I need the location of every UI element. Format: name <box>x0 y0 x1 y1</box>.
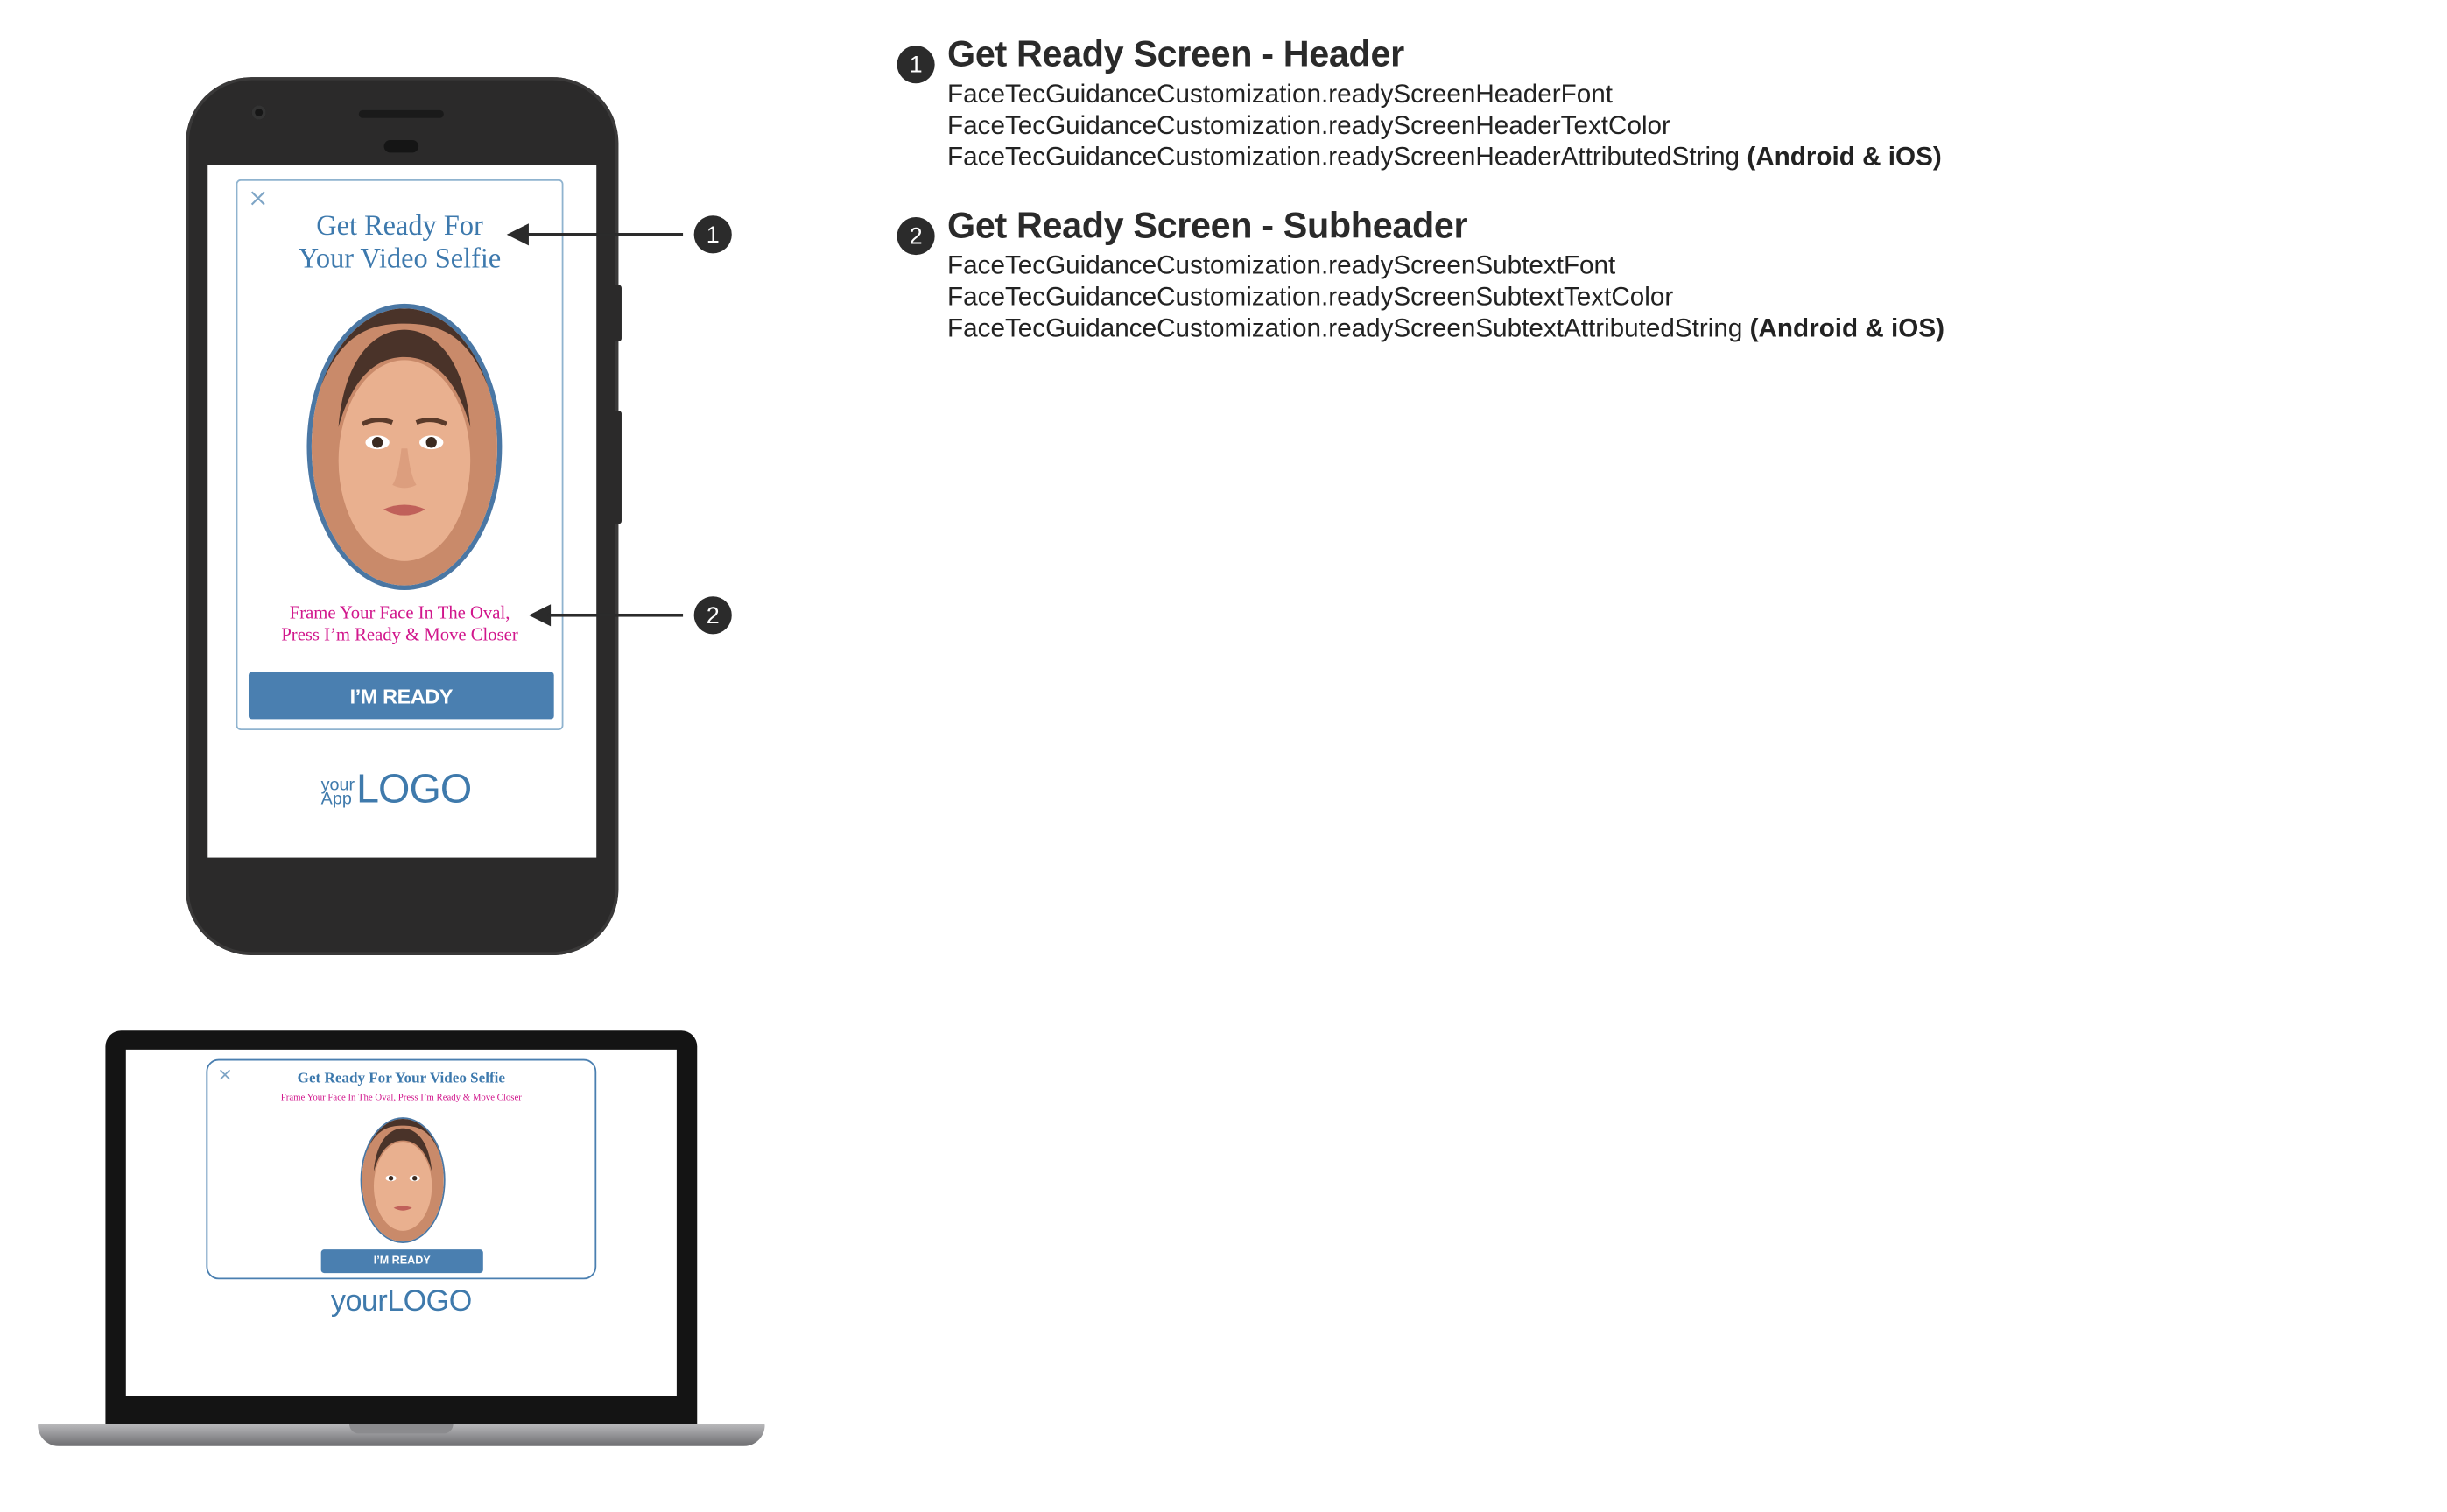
laptop-face-oval <box>361 1117 446 1243</box>
laptop-notch <box>349 1424 454 1434</box>
section-1-prop: FaceTecGuidanceCustomization.readyScreenHeaderTextColor <box>947 111 1670 140</box>
logo-word-your: your <box>320 776 355 795</box>
section-2-prop: FaceTecGuidanceCustomization.readyScreenSubtextFont <box>947 251 1616 280</box>
phone-volume-button <box>615 411 622 524</box>
close-x-icon[interactable] <box>249 189 268 208</box>
header-line-2: Your Video Selfie <box>298 242 502 274</box>
laptop-mockup <box>105 1030 697 1427</box>
section-1-prop: FaceTecGuidanceCustomization.readyScreenHeaderAttributedString <box>947 143 1740 172</box>
logo-small-text <box>320 776 355 809</box>
section-2-title: Get Ready Screen - Subheader <box>947 204 1468 246</box>
subtext-line-1: Frame Your Face In The Oval, <box>289 604 510 623</box>
phone-power-button <box>615 285 622 341</box>
section-1-props <box>947 79 1942 173</box>
laptop-ready-screen-header: Get Ready For Your Video Selfie <box>297 1072 505 1088</box>
platform-note: (Android & iOS) <box>1749 314 1945 343</box>
laptop-ready-screen-card <box>206 1059 596 1280</box>
section-2-prop-with-note <box>947 313 1944 345</box>
section-1-prop: FaceTecGuidanceCustomization.readyScreenHeaderFont <box>947 80 1613 109</box>
laptop-ready-screen-subtext: Frame Your Face In The Oval, Press I’m Ready & Move Closer <box>280 1094 522 1103</box>
laptop-app-logo: yourLOGO <box>330 1285 472 1319</box>
phone-sensor <box>384 140 419 152</box>
callout-2-line <box>547 614 683 616</box>
callout-2-badge: 2 <box>694 596 732 634</box>
section-1-badge: 1 <box>897 46 935 83</box>
section-2-props <box>947 250 1944 345</box>
callout-1-badge: 1 <box>694 215 732 253</box>
section-1-title: Get Ready Screen - Header <box>947 32 1404 74</box>
callout-1-line <box>525 233 683 236</box>
face-oval <box>306 304 502 590</box>
logo-word-logo: LOGO <box>355 764 472 812</box>
im-ready-button[interactable]: I’M READY <box>249 672 554 719</box>
phone-mockup <box>186 77 618 955</box>
header-line-1: Get Ready For <box>316 209 483 242</box>
logo-word-app: App <box>320 790 352 809</box>
section-1-prop-with-note <box>947 142 1942 173</box>
face-portrait-image <box>362 1119 443 1241</box>
phone-screen <box>207 165 596 858</box>
laptop-screen <box>126 1050 677 1396</box>
platform-note: (Android & iOS) <box>1747 143 1942 172</box>
laptop-im-ready-button[interactable]: I’M READY <box>321 1249 483 1273</box>
ready-screen-subtext <box>237 602 561 646</box>
subtext-line-2: Press I’m Ready & Move Closer <box>281 626 518 645</box>
phone-speaker <box>359 110 444 118</box>
app-logo <box>320 764 472 812</box>
section-2-prop: FaceTecGuidanceCustomization.readyScreenSubtextTextColor <box>947 283 1674 312</box>
face-portrait-image <box>312 308 497 585</box>
ready-screen-card <box>236 179 564 730</box>
section-2-prop: FaceTecGuidanceCustomization.readyScreenSubtextAttributedString <box>947 314 1743 343</box>
phone-camera <box>252 105 266 119</box>
section-2-badge: 2 <box>897 217 935 255</box>
